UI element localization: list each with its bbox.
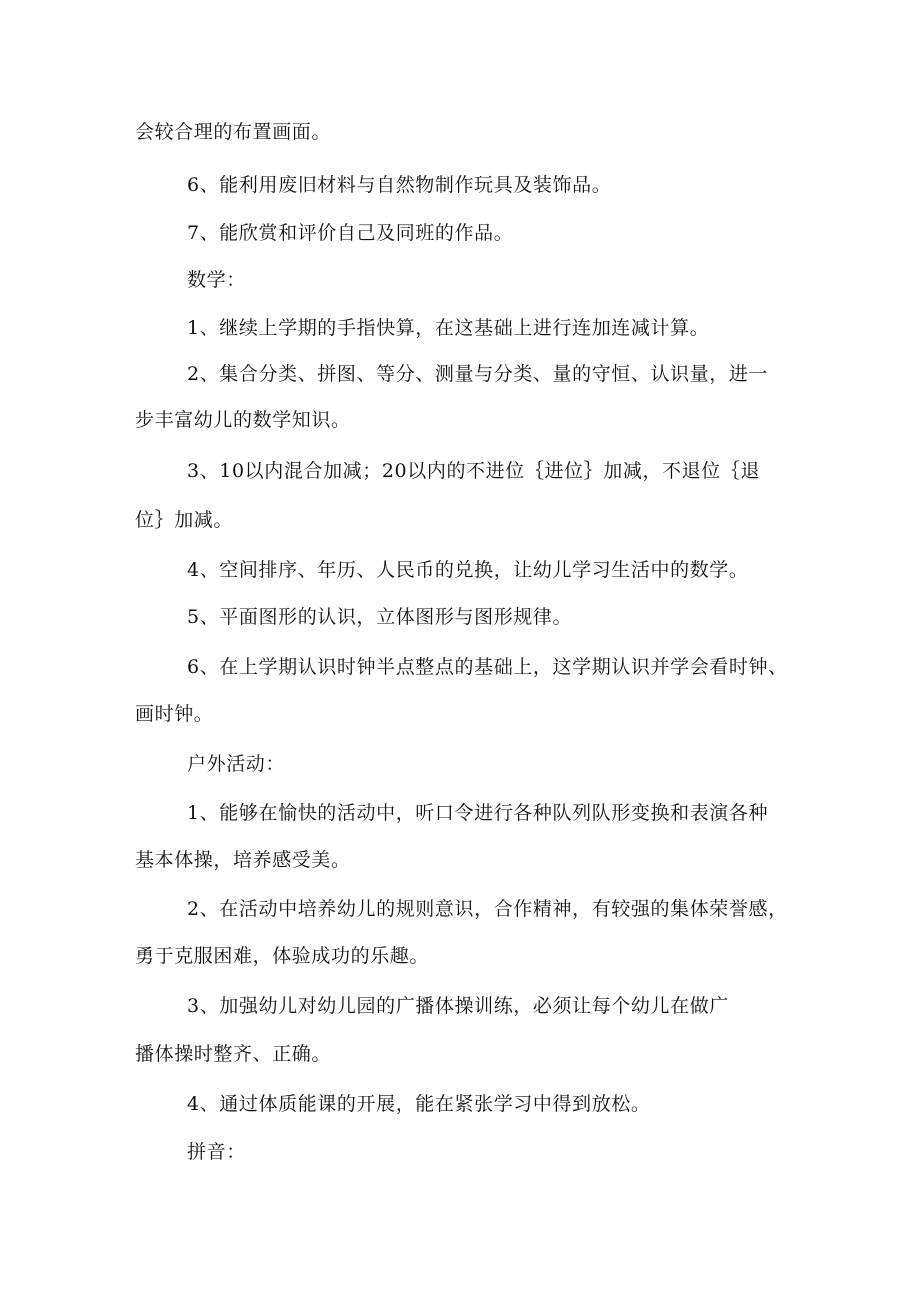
section-heading: 拼音： bbox=[187, 1141, 246, 1163]
list-item: 5、平面图形的认识，立体图形与图形规律。 bbox=[187, 606, 573, 628]
text-line: 基本体操，培养感受美。 bbox=[135, 849, 351, 871]
list-item: 6、能利用废旧材料与自然物制作玩具及装饰品。 bbox=[187, 174, 612, 196]
list-item: 6、在上学期认识时钟半点整点的基础上，这学期认识并学会看时钟、 bbox=[187, 656, 788, 678]
list-item: 1、能够在愉快的活动中，听口令进行各种队列队形变换和表演各种 bbox=[187, 802, 769, 824]
text-line: 位｝加减。 bbox=[135, 509, 234, 531]
list-item: 2、在活动中培养幼儿的规则意识，合作精神，有较强的集体荣誉感， bbox=[187, 898, 788, 920]
list-item: 2、集合分类、拼图、等分、测量与分类、量的守恒、认识量，进一 bbox=[187, 363, 769, 385]
text-line: 步丰富幼儿的数学知识。 bbox=[135, 409, 351, 431]
list-item: 4、空间排序、年历、人民币的兑换，让幼儿学习生活中的数学。 bbox=[187, 559, 749, 581]
text-line: 会较合理的布置画面。 bbox=[135, 121, 332, 143]
text-line: 播体操时整齐、正确。 bbox=[135, 1043, 332, 1065]
text-line: 勇于克服困难，体验成功的乐趣。 bbox=[135, 945, 430, 967]
list-item: 1、继续上学期的手指快算，在这基础上进行连加连减计算。 bbox=[187, 317, 710, 339]
list-item: 3、10以内混合加减；20以内的不进位｛进位｝加减，不退位｛退 bbox=[187, 460, 761, 482]
text-line: 画时钟。 bbox=[135, 703, 214, 725]
list-item: 3、加强幼儿对幼儿园的广播体操训练，必须让每个幼儿在做广 bbox=[187, 995, 729, 1017]
section-heading: 数学： bbox=[187, 269, 246, 291]
section-heading: 户外活动： bbox=[187, 753, 286, 775]
list-item: 4、通过体质能课的开展，能在紧张学习中得到放松。 bbox=[187, 1093, 651, 1115]
list-item: 7、能欣赏和评价自己及同班的作品。 bbox=[187, 222, 514, 244]
